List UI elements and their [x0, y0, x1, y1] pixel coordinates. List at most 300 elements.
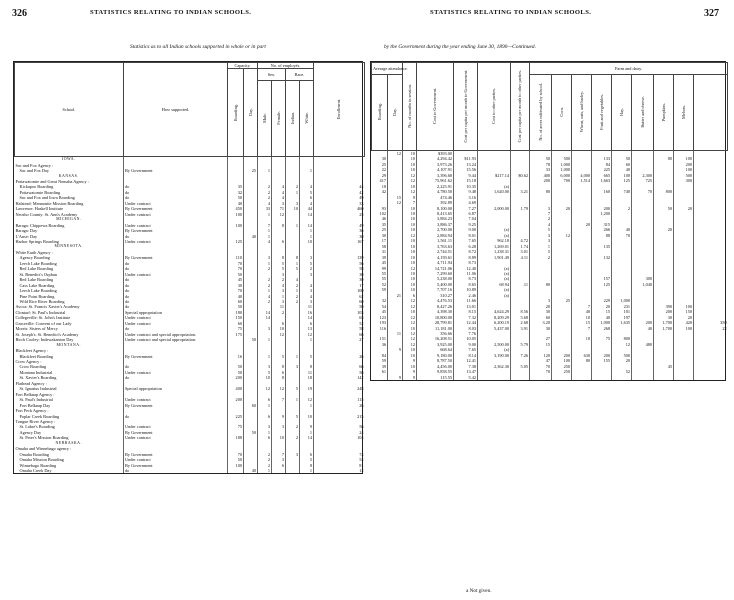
cell-boarding: 75: [228, 326, 244, 331]
cell-cost: 4,456.00: [417, 364, 454, 369]
school-name: Avoca: St. Francis Xavier's Academy: [15, 304, 80, 310]
header-sex: Sex.: [258, 69, 286, 81]
cell-male: 2: [258, 277, 272, 282]
cell-cost: 4,294.42: [417, 156, 454, 161]
cell-capita: 8.14: [454, 353, 478, 358]
cell-support: By Government: [124, 255, 228, 260]
agency-heading: Crow Agency :: [15, 358, 42, 364]
cell-hay: 101: [612, 309, 632, 314]
cell-white: 14: [300, 435, 314, 440]
cell-indian: 1: [286, 288, 300, 293]
cell-fruit: 75: [592, 336, 612, 341]
school-name: Red Lake Boarding: [19, 277, 54, 283]
cell-pumpkins: 1,700: [654, 320, 674, 325]
cell-hay: 500: [612, 353, 632, 358]
cell-boarding: 116: [379, 325, 386, 331]
cell-indian: 2: [286, 184, 300, 189]
cell-melons: 20: [674, 315, 694, 320]
cell-butter: 200: [632, 320, 654, 325]
cell-months: 10: [403, 282, 417, 287]
cell-white: 6: [300, 321, 314, 326]
cell-hay: 740: [612, 189, 632, 194]
cell-female: 1: [272, 294, 286, 299]
school-name: Halstead: Mennonite Mission Boarding: [15, 200, 84, 206]
cell-boarding: 35: [381, 221, 386, 227]
cell-cost: 7,299.60: [417, 271, 454, 276]
header-white: White.: [300, 81, 314, 157]
cell-cost: 10,800.00: [417, 315, 454, 320]
cell-fruit: 268: [592, 326, 612, 331]
cell-cost: 28,799.81: [417, 320, 454, 325]
cell-support: By Government: [124, 463, 228, 468]
school-name: Red Lake Boarding: [19, 266, 54, 272]
cell-support: do: [124, 468, 228, 473]
cell-enroll: 167: [314, 239, 365, 244]
cell-support: do: [124, 304, 228, 309]
cell-corn: 100: [552, 358, 572, 363]
cell-cost: 4,711.94: [417, 260, 454, 265]
left-page-number: 326: [12, 8, 27, 19]
cell-male: 2: [258, 266, 272, 271]
cell-wheat: 20: [572, 222, 592, 227]
cell-indian: 2: [286, 435, 300, 440]
cell-capita: 12.40: [454, 266, 478, 271]
cell-acres: 3: [530, 206, 552, 211]
cell-butter: 725: [632, 178, 654, 183]
cell-white: 18: [300, 375, 314, 380]
cell-support: do: [124, 375, 228, 380]
cell-male: 6: [258, 397, 272, 402]
cell-boarding: 45: [381, 309, 386, 315]
cell-other: 2,362.30: [478, 364, 511, 369]
cell-boarding: 40: [228, 294, 244, 299]
cell-female: [272, 468, 286, 473]
header-how-supported: How supported.: [124, 63, 228, 157]
cell-white: 8: [300, 463, 314, 468]
cell-female: 8: [272, 375, 286, 380]
cell-enroll: 103: [314, 310, 365, 315]
cell-acres: 3: [530, 238, 552, 243]
cell-support: do: [124, 299, 228, 304]
cell-female: 5: [272, 261, 286, 266]
cell-pumpkins: 50: [654, 206, 674, 211]
cell-capita: 9.44: [454, 173, 478, 178]
cell-acres: 20: [530, 304, 552, 309]
cell-capita: 7.38: [454, 364, 478, 369]
cell-other: 5,437.00: [478, 326, 511, 331]
cell-capita: 6.87: [454, 211, 478, 216]
cell-support: do: [124, 195, 228, 200]
cell-male: 1: [258, 228, 272, 233]
cell-female: 71: [272, 206, 286, 211]
cell-enroll: 44: [314, 184, 365, 189]
cell-capita: 9.00: [454, 227, 478, 232]
cell-cost: 8,100.00: [417, 206, 454, 211]
header-wheat: Wheat, oats, and barley.: [572, 75, 592, 151]
cell-capita: 8.15: [454, 309, 478, 314]
cell-fruit: 88: [592, 233, 612, 238]
cell-capita: 8.01: [454, 233, 478, 238]
cell-white: 19: [300, 386, 314, 391]
cell-extra: 350: [694, 320, 728, 325]
cell-female: 3: [272, 201, 286, 206]
cell-hay: 2: [612, 206, 632, 211]
cell-boarding: 50: [228, 304, 244, 309]
table-row: [15, 337, 365, 342]
cell-boarding: 125: [228, 239, 244, 244]
cell-wheat: 1,514: [572, 178, 592, 183]
cell-male: 33: [258, 206, 272, 211]
school-name: Pottawatomie Boarding: [19, 189, 61, 195]
cell-white: 12: [300, 397, 314, 402]
school-name: Blackfeet Boarding: [19, 353, 54, 359]
cell-male: 2: [258, 452, 272, 457]
cell-melons: 500: [674, 173, 694, 178]
cell-capita: 8.03: [454, 326, 478, 331]
cell-other: (a): [478, 287, 511, 292]
cell-hay: 197: [612, 315, 632, 320]
cell-other: (a): [478, 227, 511, 232]
cell-months: 10: [403, 364, 417, 369]
cell-fruit: 1,663: [592, 178, 612, 183]
cell-white: 11: [300, 304, 314, 309]
cell-female: 4: [272, 190, 286, 195]
cell-pumpkins: [654, 375, 674, 380]
cell-months: 10: [403, 309, 417, 314]
cell-cost: 4,107.91: [417, 167, 454, 172]
cell-enroll: 56: [314, 370, 365, 375]
cell-butter: 300: [632, 276, 654, 281]
cell-white: 10: [300, 239, 314, 244]
cell-male: 1: [258, 403, 272, 408]
header-day: Day.: [244, 69, 258, 157]
cell-boarding: 52: [381, 281, 386, 287]
header-cost-per-capita: Cost per capita per month to Government.: [454, 63, 478, 151]
cell-cost: 2,884.94: [417, 233, 454, 238]
cell-support: By Government: [124, 403, 228, 408]
cell-corn: 700: [552, 178, 572, 183]
cell-fruit: 155: [592, 358, 612, 363]
cell-acres: 120: [530, 353, 552, 358]
cell-boarding: 110: [228, 255, 244, 260]
cell-months: 10: [403, 167, 417, 172]
cell-white: 1: [300, 403, 314, 408]
cell-enroll: 60: [314, 299, 365, 304]
cell-male: 1: [258, 288, 272, 293]
header-boarding: Boarding.: [228, 69, 244, 157]
cell-enroll: 52: [314, 321, 365, 326]
cell-fruit: 1,200: [592, 211, 612, 216]
cell-acres: 78: [530, 162, 552, 167]
cell-male: 1: [258, 354, 272, 359]
cell-other: (a): [478, 276, 511, 281]
cell-male: 1: [258, 430, 272, 435]
cell-female: 3: [272, 288, 286, 293]
cell-support: do: [124, 184, 228, 189]
cell-day: 50: [244, 430, 258, 435]
cell-capita: 7.65: [454, 238, 478, 243]
cell-enroll: 17: [314, 283, 365, 288]
cell-female: 9: [272, 414, 286, 419]
cell-enroll: 81: [314, 463, 365, 468]
cell-hay: 100: [612, 173, 632, 178]
table-row: [15, 468, 365, 473]
cell-male: 6: [258, 435, 272, 440]
school-name: St. Benedict's Orphan: [19, 271, 57, 277]
cell-acres: 5: [530, 249, 552, 254]
right-statistics-table: [370, 61, 726, 381]
cell-support: Under contract: [124, 272, 228, 277]
cell-male: 4: [258, 201, 272, 206]
cell-fruit: 132: [592, 255, 612, 260]
cell-months: 9: [403, 375, 417, 380]
cell-male: 3: [258, 326, 272, 331]
school-name: Collegeville: St. John's Institute: [15, 315, 71, 321]
cell-indian: 3: [286, 364, 300, 369]
cell-day: 15: [388, 195, 403, 200]
cell-capita: 11.66: [454, 298, 478, 303]
cell-corn: 250: [552, 364, 572, 369]
cell-boarding: 42: [381, 189, 386, 195]
cell-capita: $11.93: [454, 156, 478, 161]
cell-enroll: 58: [314, 326, 365, 331]
cell-support: Special appropriation: [124, 386, 228, 391]
cell-white: 11: [300, 370, 314, 375]
cell-white: 5: [300, 190, 314, 195]
cell-other: (a): [478, 266, 511, 271]
cell-boarding: 50: [228, 272, 244, 277]
header-hay: Hay.: [612, 75, 632, 151]
cell-male: 10: [258, 375, 272, 380]
cell-indian: 10: [286, 206, 300, 211]
cell-enroll: 26: [314, 354, 365, 359]
cell-female: 10: [272, 326, 286, 331]
school-name: Lawrence: Haskell Institute: [15, 206, 63, 212]
cell-months: 12: [403, 189, 417, 194]
cell-support: Special appropriation: [124, 310, 228, 315]
cell-capita: 8.65: [454, 282, 478, 287]
cell-cost: 310.27: [417, 293, 454, 298]
cell-months: 12: [403, 336, 417, 341]
cell-support: Under contract: [124, 212, 228, 217]
cell-female: 8: [272, 255, 286, 260]
cell-boarding: 25: [381, 161, 386, 167]
cell-white: 5: [300, 261, 314, 266]
cell-support: Under contract and special appropriation.: [124, 332, 228, 337]
cell-female: 3: [272, 424, 286, 429]
school-name: Winnebago Boarding: [19, 462, 57, 468]
school-name: Sac and Fox Day: [19, 168, 49, 174]
header-capacity: Capacity.: [228, 63, 258, 69]
cell-boarding: 59: [381, 287, 386, 293]
cell-enroll: 49: [314, 195, 365, 200]
cell-boarding: 70: [228, 266, 244, 271]
cell-capita: 9.25: [454, 222, 478, 227]
cell-enroll: 62: [314, 294, 365, 299]
cell-butter: [632, 375, 654, 380]
cell-support: Under contract and special appropriation.: [124, 337, 228, 342]
cell-wheat: 630: [572, 353, 592, 358]
cell-white: 1: [300, 228, 314, 233]
cell-boarding: 50: [228, 370, 244, 375]
cell-capita: 13.47: [454, 369, 478, 374]
cell-oc: 8.56: [511, 309, 530, 314]
cell-boarding: 60: [228, 299, 244, 304]
cell-support: do: [124, 414, 228, 419]
cell-white: 3: [300, 299, 314, 304]
school-name: Pine Point Boarding: [19, 293, 55, 299]
cell-butter: 2,300: [632, 173, 654, 178]
school-name: Omaha Creek Day: [19, 468, 52, 474]
cell-female: 5: [272, 354, 286, 359]
cell-fruit: 135: [592, 244, 612, 249]
cell-boarding: 50: [228, 195, 244, 200]
cell-boarding: 30: [381, 232, 386, 238]
cell-acres: 33: [530, 167, 552, 172]
cell-cost: 2,700.00: [417, 227, 454, 232]
cell-enroll: 248: [314, 386, 365, 391]
cell-boarding: 30: [228, 283, 244, 288]
cell-oc: $0.62: [511, 173, 530, 178]
cell-other: 6,200.19: [478, 320, 511, 325]
cell-pumpkins: 45: [654, 364, 674, 369]
cell-support: Under contract: [124, 397, 228, 402]
cell-acres: 400: [530, 173, 552, 178]
cell-indian: 2: [286, 299, 300, 304]
cell-boarding: [372, 375, 388, 380]
cell-cost: 8,427.26: [417, 304, 454, 309]
cell-boarding: 30: [381, 156, 386, 162]
cell-enroll: 100: [314, 288, 365, 293]
cell-support: do: [124, 364, 228, 369]
school-name: Clontarf: St. Paul's Industrial: [15, 309, 66, 315]
cell-support: Under contract: [124, 201, 228, 206]
cell-white: 8: [300, 364, 314, 369]
cell-boarding: 93: [381, 205, 386, 211]
agency-heading: White Earth Agency :: [15, 249, 53, 255]
cell-boarding: 84: [381, 352, 386, 358]
cell-capita: 2.46: [454, 293, 478, 298]
cell-months: 9: [403, 195, 417, 200]
cell-day: 25: [244, 168, 258, 173]
cell-indian: [286, 468, 300, 473]
cell-melons: 20: [674, 206, 694, 211]
cell-corn: 25: [552, 298, 572, 303]
cell-day: 12: [388, 151, 403, 156]
cell-fruit: 15: [592, 309, 612, 314]
cell-cost: 11,181.00: [417, 326, 454, 331]
cell-day: 40: [244, 234, 258, 239]
school-name: Neosho County: St. Ann's Academy: [15, 211, 78, 217]
cell-capita: 10.89: [454, 287, 478, 292]
cell-acres: 4: [530, 222, 552, 227]
cell-boarding: 46: [381, 216, 386, 222]
cell-corn: [552, 375, 572, 380]
cell-female: 2: [272, 310, 286, 315]
cell-capita: 7.27: [454, 206, 478, 211]
cell-hay: 40: [612, 227, 632, 232]
school-name: Wild Rice River Boarding: [19, 298, 65, 304]
cell-melons: 150: [674, 309, 694, 314]
cell-boarding: 200: [228, 375, 244, 380]
cell-cost: 5,238.00: [417, 276, 454, 281]
state-heading: MONTANA.: [56, 342, 82, 347]
cell-months: 10: [403, 244, 417, 249]
cell-pumpkins: 800: [654, 189, 674, 194]
state-heading: IOWA.: [61, 157, 76, 162]
cell-female: 10: [272, 435, 286, 440]
cell-capita: 7.32: [454, 315, 478, 320]
cell-capita: 6.28: [454, 244, 478, 249]
cell-male: 1: [258, 234, 272, 239]
cell-fruit: 315: [592, 222, 612, 227]
cell-female: 3: [272, 272, 286, 277]
cell-indian: 5: [286, 266, 300, 271]
cell-white: 9: [300, 424, 314, 429]
cell-day: 11: [388, 331, 403, 336]
cell-boarding: 25: [381, 227, 386, 233]
cell-enroll: 30: [314, 234, 365, 239]
cell-capita: 7.04: [454, 216, 478, 221]
cell-white: 14: [300, 315, 314, 320]
cell-cost: 1,561.11: [417, 238, 454, 243]
cell-male: 3: [258, 424, 272, 429]
cell-months: 9: [403, 369, 417, 374]
header-extra: [694, 75, 728, 151]
cell-boarding: 200: [228, 397, 244, 402]
cell-cost: $393.00: [417, 151, 454, 156]
school-name: Birch Cooley: Indewakanton Day: [15, 337, 74, 343]
cell-months: 10: [403, 162, 417, 167]
cell-other: 2,500.00: [478, 342, 511, 347]
cell-boarding: 32: [228, 190, 244, 195]
cell-white: 1: [300, 468, 314, 473]
table-row: [372, 375, 728, 380]
cell-boarding: 17: [381, 238, 386, 244]
cell-support: Under contract: [124, 239, 228, 244]
cell-support: Under contract: [124, 315, 228, 320]
header-cost-other-per-capita: Cost per capita per month to other parties.: [511, 63, 530, 151]
cell-male: 2: [258, 457, 272, 462]
cell-boarding: 70: [228, 452, 244, 457]
cell-indian: 1: [286, 223, 300, 228]
cell-white: 3: [300, 272, 314, 277]
cell-support: Under contract: [124, 424, 228, 429]
cell-melons: 100: [674, 167, 694, 172]
cell-indian: 5: [286, 414, 300, 419]
cell-months: 12: [403, 315, 417, 320]
cell-fruit: 200: [592, 206, 612, 211]
cell-indian: 5: [286, 386, 300, 391]
cell-melons: 300: [674, 178, 694, 183]
cell-cost: 7,707.16: [417, 287, 454, 292]
cell-white: 1: [300, 430, 314, 435]
cell-hay: 20: [612, 358, 632, 363]
cell-cost: 668.64: [417, 347, 454, 352]
cell-capita: 13.01: [454, 304, 478, 309]
cell-boarding: 32: [381, 298, 386, 304]
cell-oc: 4.11: [511, 255, 530, 260]
cell-other: 4,624.29: [478, 309, 511, 314]
school-name: L'Anse: Day: [15, 233, 38, 239]
cell-indian: 8: [286, 255, 300, 260]
cell-oc: 5.05: [511, 364, 530, 369]
cell-capita: 7.65: [454, 347, 478, 352]
cell-capita: 11.06: [454, 271, 478, 276]
cell-months: 10: [403, 287, 417, 292]
cell-acres: 2: [530, 255, 552, 260]
cell-support: Under contract: [124, 223, 228, 228]
